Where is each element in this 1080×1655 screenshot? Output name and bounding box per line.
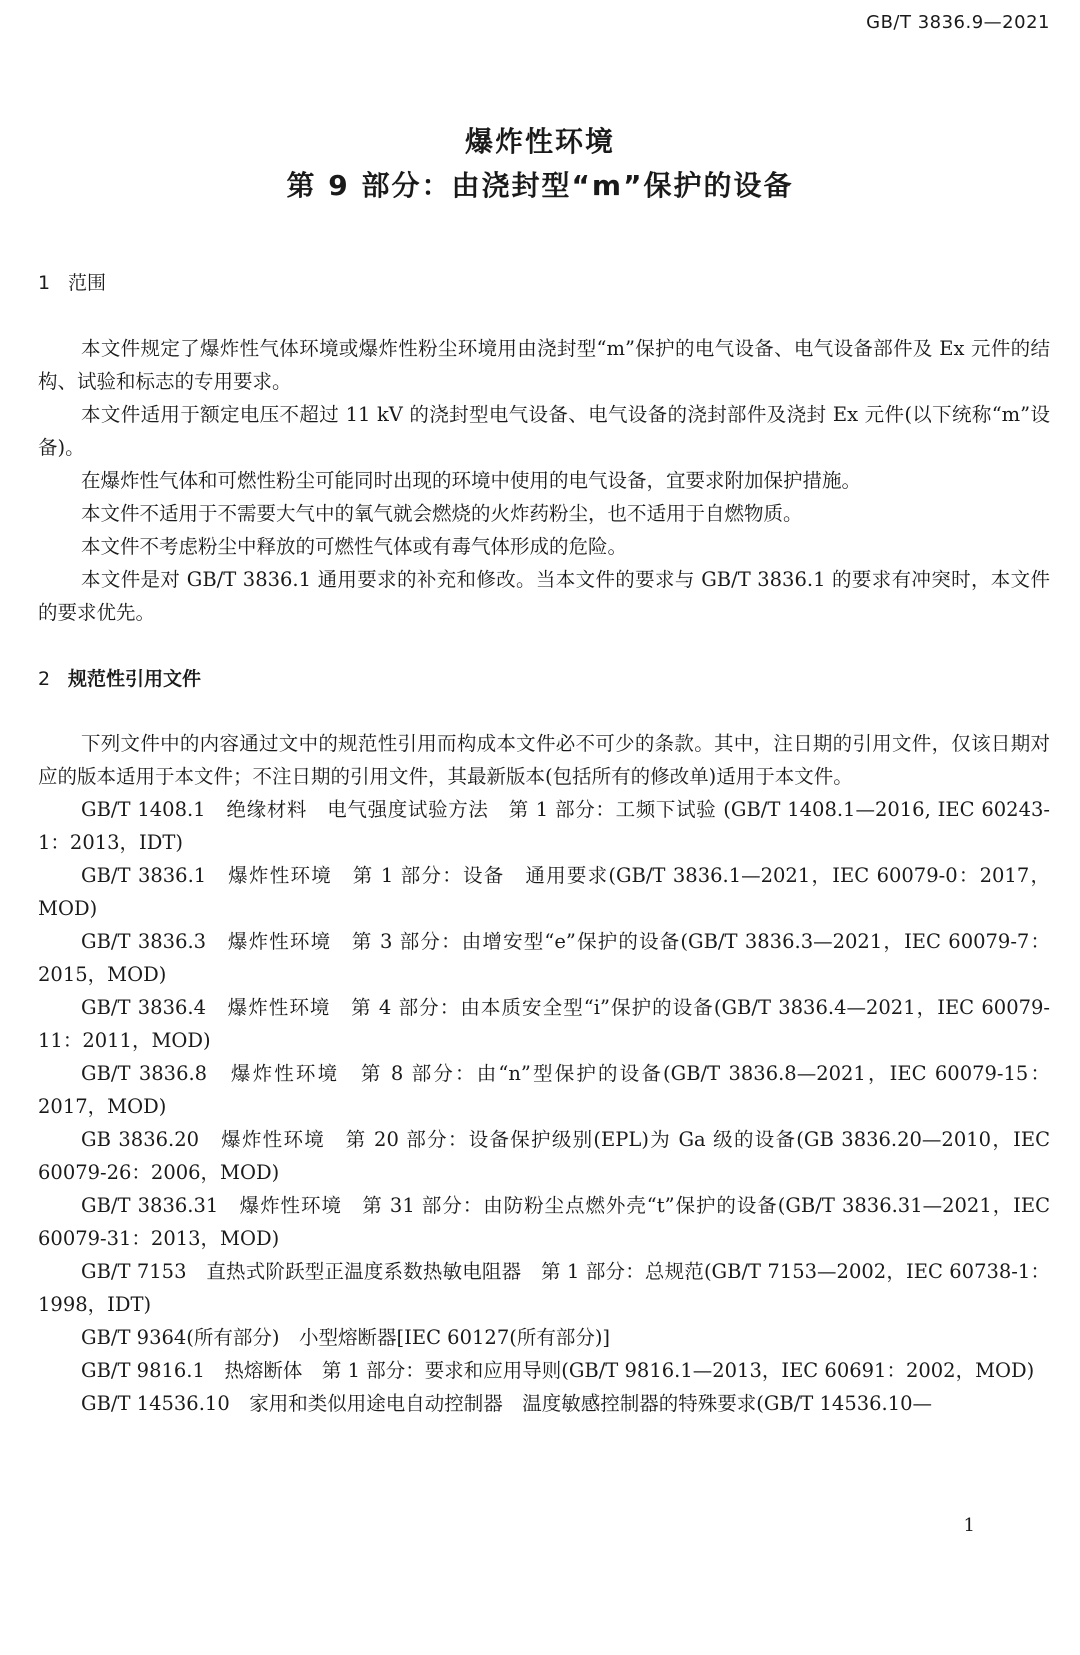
scope-paragraph: 本文件适用于额定电压不超过 11 kV 的浇封型电气设备、电气设备的浇封部件及浇封 Ex 元件(以下统称“m”设备)。 bbox=[38, 403, 1050, 459]
scope-paragraph: 在爆炸性气体和可燃性粉尘可能同时出现的环境中使用的电气设备，宜要求附加保护措施。 bbox=[81, 469, 862, 492]
scope-paragraph: 本文件不考虑粉尘中释放的可燃性气体或有毒气体形成的危险。 bbox=[81, 535, 628, 558]
reference-item: GB/T 14536.10 家用和类似用途电自动控制器 温度敏感控制器的特殊要求(GB/T 14536.10— bbox=[81, 1392, 933, 1415]
section-1-number: 1 bbox=[38, 272, 51, 294]
section-1-heading bbox=[38, 268, 106, 295]
reference-item: GB/T 7153 直热式阶跃型正温度系数热敏电阻器 第 1 部分：总规范(GB/T 7153—2002，IEC 60738-1：1998，IDT) bbox=[38, 1260, 1050, 1316]
reference-item: GB/T 9364(所有部分) 小型熔断器[IEC 60127(所有部分)] bbox=[81, 1326, 611, 1349]
scope-paragraph: 本文件规定了爆炸性气体环境或爆炸性粉尘环境用由浇封型“m”保护的电气设备、电气设备部件及 Ex 元件的结构、试验和标志的专用要求。 bbox=[38, 337, 1050, 393]
reference-item: GB/T 3836.1 爆炸性环境 第 1 部分：设备 通用要求(GB/T 3836.1—2021，IEC 60079-0：2017，MOD) bbox=[38, 864, 1050, 920]
page-number: 1 bbox=[963, 1515, 975, 1536]
section-2-title: 规范性引用文件 bbox=[68, 668, 202, 690]
scope-paragraph: 本文件是对 GB/T 3836.1 通用要求的补充和修改。当本文件的要求与 GB/T 3836.1 的要求有冲突时，本文件的要求优先。 bbox=[38, 568, 1050, 624]
reference-item: GB/T 3836.31 爆炸性环境 第 31 部分：由防粉尘点燃外壳“t”保护的设备(GB/T 3836.31—2021，IEC 60079-31：2013，MOD) bbox=[38, 1194, 1050, 1250]
scope-paragraph: 本文件不适用于不需要大气中的氧气就会燃烧的火炸药粉尘，也不适用于自燃物质。 bbox=[81, 502, 803, 525]
section-2-number: 2 bbox=[38, 668, 51, 690]
references-intro: 下列文件中的内容通过文中的规范性引用而构成本文件必不可少的条款。其中，注日期的引用文件，仅该日期对应的版本适用于本文件；不注日期的引用文件，其最新版本(包括所有的修改单)适用于本文件。 bbox=[38, 732, 1050, 788]
reference-item: GB/T 3836.4 爆炸性环境 第 4 部分：由本质安全型“i”保护的设备(GB/T 3836.4—2021，IEC 60079-11：2011，MOD) bbox=[38, 996, 1050, 1052]
section-1-title: 范围 bbox=[68, 272, 107, 294]
section-1-body bbox=[38, 332, 1050, 629]
standard-code: GB/T 3836.9—2021 bbox=[866, 12, 1050, 33]
reference-item: GB/T 1408.1 绝缘材料 电气强度试验方法 第 1 部分：工频下试验 (GB/T 1408.1—2016, IEC 60243-1：2013，IDT) bbox=[38, 798, 1050, 854]
document-title bbox=[0, 120, 1080, 208]
title-subtitle: 第 9 部分：由浇封型“m”保护的设备 bbox=[286, 169, 794, 202]
section-2-heading bbox=[38, 664, 201, 691]
reference-item: GB 3836.20 爆炸性环境 第 20 部分：设备保护级别(EPL)为 Ga 级的设备(GB 3836.20—2010，IEC 60079-26：2006，MOD) bbox=[38, 1128, 1050, 1184]
reference-item: GB/T 9816.1 热熔断体 第 1 部分：要求和应用导则(GB/T 9816.1—2013，IEC 60691：2002，MOD) bbox=[81, 1359, 1035, 1382]
title-main: 爆炸性环境 bbox=[464, 125, 615, 158]
section-2-body bbox=[38, 727, 1050, 1420]
reference-item: GB/T 3836.8 爆炸性环境 第 8 部分：由“n”型保护的设备(GB/T 3836.8—2021，IEC 60079-15：2017，MOD) bbox=[38, 1062, 1050, 1118]
reference-item: GB/T 3836.3 爆炸性环境 第 3 部分：由增安型“e”保护的设备(GB/T 3836.3—2021，IEC 60079-7：2015，MOD) bbox=[38, 930, 1050, 986]
